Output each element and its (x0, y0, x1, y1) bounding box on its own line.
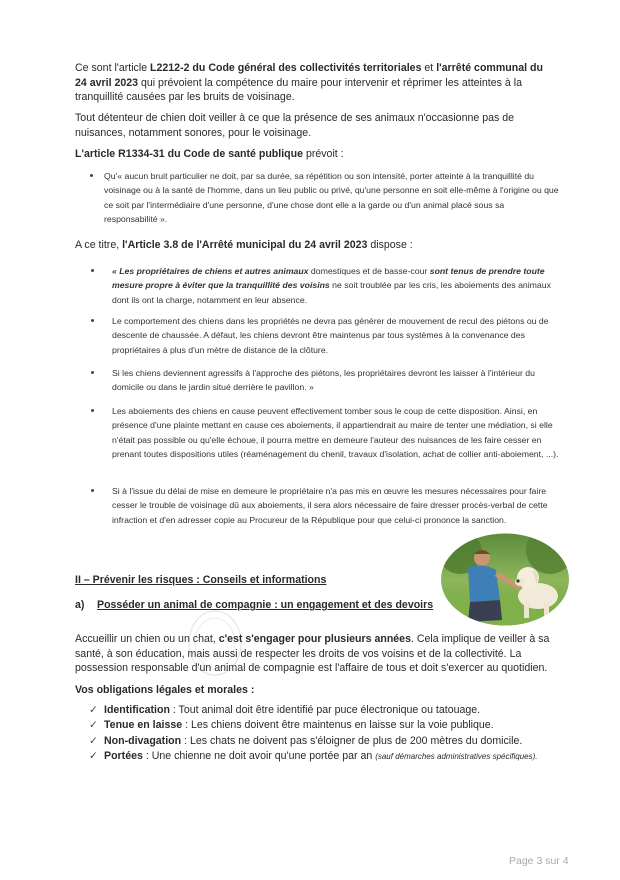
article-3-8-reference: l'Article 3.8 de l'Arrêté municipal du 24 avril 2023 (122, 239, 368, 251)
intro-paragraph-2: Tout détenteur de chien doit veiller à ce que la présence de ses animaux n'occasionne pas de nuisances, notamment sonores, pour le voisinage. (75, 112, 515, 139)
subsection-a-heading: Posséder un animal de compagnie : un engagement et des devoirs (97, 599, 434, 611)
obligation-litters: ✓ Portées : Une chienne ne doit avoir qu'une portée par an (sauf démarches administratives spécifiques). (89, 749, 559, 764)
obligations-list (89, 703, 559, 765)
article-item-2: Le comportement des chiens dans les propriétés ne devra pas générer de mouvement de recul des piétons ou de descente de chaussée. A défaut, les chiens devront être maintenus par tous systèmes à la convenance des propriétaires à plus d'un mètre de distance de la clôture. (91, 314, 561, 357)
bullet-dot (90, 174, 93, 177)
article-item-5: Si à l'issue du délai de mise en demeure le propriétaire n'a pas mis en œuvre les mesures nécessaires pour faire cesser le trouble de voisinage dû aux aboiements, il sera alors nécessaire de faire dresser procès-verbal de cette infraction et d'en adresser copie au Procureur de la République pour que celui-ci prononce la sanction. (91, 484, 561, 527)
checkmark-icon: ✓ (89, 750, 98, 763)
obligations-title: Vos obligations légales et morales : (75, 684, 255, 696)
dog-owner-photo (440, 532, 570, 627)
subsection-a-label: a) (75, 599, 85, 611)
checkmark-icon: ✓ (89, 734, 98, 747)
bullet-dot (91, 269, 94, 272)
section-2-paragraph: Accueillir un chien ou un chat, c'est s'engager pour plusieurs années. Cela implique de veiller à sa santé, à son éducation, mais aussi de respecter les droits de vos voisins et de la collectivité. La possession responsable d'un animal de compagnie est l'affaire de tous et doit s'exercer au quotidien. (75, 633, 550, 674)
obligation-identification: ✓ Identification : Tout animal doit être identifié par puce électronique ou tatouage. (89, 703, 559, 718)
bullet-dot (91, 409, 94, 412)
code-reference: L2212-2 du Code général des collectivités territoriales (150, 62, 422, 74)
article-item-1: « Les propriétaires de chiens et autres animaux domestiques et de basse-cour sont tenus de prendre toute mesure propre à éviter que la tranquillité des voisins ne soit troublée par les cris, les aboiements des animaux dont ils ont la charge, notamment en leur absence. (91, 264, 561, 307)
bullet-dot (91, 489, 94, 492)
sante-publique-reference: L'article R1334-31 du Code de santé publique (75, 148, 303, 160)
intro-paragraph-1: Ce sont l'article L2212-2 du Code général des collectivités territoriales et l'arrêté communal du 24 avril 2023 qui prévoient la compétence du maire pour intervenir et réprimer les atteintes à la tranquillité causées par les bruits de voisinage. (75, 62, 543, 103)
obligation-non-divagation: ✓ Non-divagation : Les chats ne doivent pas s'éloigner de plus de 200 mètres du domicile. (89, 734, 559, 749)
bullet-dot (91, 319, 94, 322)
checkmark-icon: ✓ (89, 704, 98, 716)
page-number: Page 3 sur 4 (509, 855, 569, 867)
checkmark-icon: ✓ (89, 719, 98, 732)
article-item-3: Si les chiens deviennent agressifs à l'approche des piétons, les propriétaires devront les laisser à l'intérieur du domicile ou dans le jardin situé derrière le pavillon. » (91, 366, 561, 395)
article-item-4: Les aboiements des chiens en cause peuvent effectivement tomber sous le coup de cette disposition. Ainsi, en présence d'une plainte mettant en cause ces aboiements, il appartiendrait au maire de tenter une médiation, si elle n'était pas possible ou qu'elle échoue, il pourra mettre en demeure l'auteur des nuisances de les faire cesser en prenant toutes dispositions utiles (réaménagement du chenil, travaux d'isolation, achat de collier anti-aboiement, ...). (91, 404, 561, 462)
quote-bullet: Qu'« aucun bruit particulier ne doit, par sa durée, sa répétition ou son intensité, porter atteinte à la tranquillité du voisinage ou à la santé de l'homme, dans un lieu public ou privé, qu'une personne en soit elle-même à l'origine ou que ce soit par l'intermédiaire d'une personne, d'une chose dont elle a la garde ou d'un animal placé sous sa responsabilité ». (86, 169, 560, 227)
obligation-leash: ✓ Tenue en laisse : Les chiens doivent être maintenus en laisse sur la voie publique. (89, 718, 559, 733)
bullet-dot (91, 371, 94, 374)
intro-paragraph-3: L'article R1334-31 du Code de santé publique prévoit : (75, 148, 344, 160)
arrete-reference: l'arrêté communal du 24 avril 2023 (75, 62, 543, 89)
intro-paragraph-4: A ce titre, l'Article 3.8 de l'Arrêté municipal du 24 avril 2023 dispose : (75, 239, 413, 251)
section-2-heading: II – Prévenir les risques : Conseils et informations (75, 574, 327, 586)
